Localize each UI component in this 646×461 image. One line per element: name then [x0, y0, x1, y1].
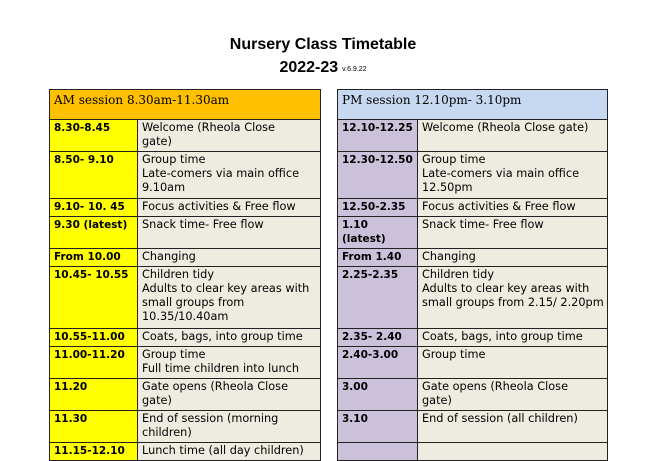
pm-time-cell: [338, 152, 418, 199]
column-gap: [321, 267, 338, 329]
table-row: [50, 443, 608, 461]
pm-activity-cell-line: Group time: [422, 348, 486, 361]
pm-time-cell: [338, 411, 418, 443]
pm-time-cell-line: 3.10: [342, 413, 368, 425]
pm-activity-cell-line: Snack time- Free flow: [422, 218, 544, 231]
table-row: [50, 347, 608, 379]
pm-time-cell: [338, 120, 418, 152]
pm-activity-cell-line: gate): [422, 394, 452, 407]
pm-activity-cell: [418, 379, 608, 411]
am-activity-cell-line: Adults to clear key areas with: [142, 282, 310, 295]
table-row: [50, 217, 608, 249]
am-activity-cell-line: Full time children into lunch: [142, 362, 299, 375]
table-row: [50, 249, 608, 267]
pm-activity-cell-line: Group time: [422, 153, 486, 166]
am-activity-cell: [138, 443, 321, 461]
am-activity-cell: [138, 120, 321, 152]
table-row: [50, 411, 608, 443]
page-title: Nursery Class Timetable: [229, 36, 417, 53]
table-row: [50, 199, 608, 217]
am-session-header: AM session 8.30am-11.30am: [50, 90, 321, 120]
am-activity-cell-line: Coats, bags, into group time: [142, 330, 303, 343]
pm-activity-cell: [418, 249, 608, 267]
pm-activity-cell: [418, 120, 608, 152]
column-gap: [321, 411, 338, 443]
pm-activity-cell: [418, 267, 608, 329]
pm-activity-cell-line: 12.50pm: [422, 181, 473, 194]
pm-time-cell-line: 12.30-12.50: [342, 154, 413, 166]
pm-activity-cell: [418, 411, 608, 443]
am-time-cell: 8.30-8.45: [50, 120, 138, 152]
am-time-cell: From 10.00: [50, 249, 138, 267]
am-time-cell: 8.50- 9.10: [50, 152, 138, 199]
pm-activity-cell-line: Adults to clear key areas with: [422, 282, 590, 295]
pm-activity-cell-line: Coats, bags, into group time: [422, 330, 583, 343]
column-gap: [321, 152, 338, 199]
am-activity-cell-line: End of session (morning: [142, 412, 279, 425]
column-gap: [321, 347, 338, 379]
am-activity-cell: [138, 217, 321, 249]
column-gap: [321, 90, 338, 120]
am-activity-cell: [138, 152, 321, 199]
pm-time-cell-line: From 1.40: [342, 251, 402, 263]
am-activity-cell: [138, 249, 321, 267]
pm-time-cell: [338, 443, 418, 461]
am-activity-cell-line: Snack time- Free flow: [142, 218, 264, 231]
am-activity-cell-line: Children tidy: [142, 268, 215, 281]
am-time-cell: 9.10- 10. 45: [50, 199, 138, 217]
am-activity-cell: [138, 411, 321, 443]
am-activity-cell-line: Group time: [142, 348, 206, 361]
am-activity-cell-line: Group time: [142, 153, 206, 166]
pm-time-cell-line: (latest): [342, 233, 386, 245]
pm-activity-cell-line: Children tidy: [422, 268, 495, 281]
pm-activity-cell-line: Late-comers via main office: [422, 167, 580, 180]
am-time-cell: 11.30: [50, 411, 138, 443]
am-time-cell: 9.30 (latest): [50, 217, 138, 249]
pm-time-cell-line: 2.40-3.00: [342, 349, 399, 361]
am-activity-cell-line: gate): [142, 135, 172, 148]
am-activity-cell: [138, 329, 321, 347]
header-row: [50, 90, 608, 120]
column-gap: [321, 199, 338, 217]
pm-activity-cell: [418, 443, 608, 461]
year-label: 2022-23: [279, 59, 339, 76]
pm-time-cell: [338, 199, 418, 217]
am-activity-cell-line: small groups from: [142, 296, 245, 309]
table-row: [50, 379, 608, 411]
pm-activity-cell-line: small groups from 2.15/ 2.20pm: [422, 296, 604, 309]
version-label: v.6.9.22: [342, 66, 367, 73]
pm-session-header: PM session 12.10pm- 3.10pm: [338, 90, 608, 120]
page-subtitle: [0, 59, 646, 77]
am-activity-cell-line: gate): [142, 394, 172, 407]
table-row: [50, 329, 608, 347]
pm-activity-cell-line: Welcome (Rheola Close gate): [422, 121, 589, 134]
am-activity-cell-line: 10.35/10.40am: [142, 310, 229, 323]
am-activity-cell-line: Gate opens (Rheola Close: [142, 380, 289, 393]
column-gap: [321, 249, 338, 267]
am-activity-cell-line: Focus activities & Free flow: [142, 200, 296, 213]
am-activity-cell-line: Welcome (Rheola Close: [142, 121, 275, 134]
column-gap: [321, 443, 338, 461]
pm-activity-cell-line: Focus activities & Free flow: [422, 200, 576, 213]
column-gap: [321, 217, 338, 249]
am-time-cell: 11.00-11.20: [50, 347, 138, 379]
pm-time-cell: [338, 329, 418, 347]
am-activity-cell: [138, 199, 321, 217]
pm-time-cell-line: 2.25-2.35: [342, 269, 399, 281]
am-activity-cell: [138, 379, 321, 411]
timetable: [49, 89, 608, 461]
am-time-cell: 10.45- 10.55: [50, 267, 138, 329]
am-activity-cell-line: children): [142, 426, 192, 439]
pm-time-cell-line: 3.00: [342, 381, 368, 393]
pm-activity-cell: [418, 199, 608, 217]
am-activity-cell: [138, 267, 321, 329]
pm-activity-cell: [418, 329, 608, 347]
pm-time-cell-line: 12.10-12.25: [342, 122, 413, 134]
am-time-cell: 11.15-12.10: [50, 443, 138, 461]
pm-time-cell: [338, 267, 418, 329]
am-activity-cell-line: 9.10am: [142, 181, 186, 194]
am-time-cell: 11.20: [50, 379, 138, 411]
am-time-cell: 10.55-11.00: [50, 329, 138, 347]
pm-time-cell: [338, 217, 418, 249]
pm-time-cell-line: 1.10: [342, 219, 368, 231]
am-activity-cell: [138, 347, 321, 379]
am-activity-cell-line: Late-comers via main office: [142, 167, 300, 180]
table-row: [50, 120, 608, 152]
pm-time-cell-line: 2.35- 2.40: [342, 331, 402, 343]
column-gap: [321, 120, 338, 152]
pm-activity-cell-line: Gate opens (Rheola Close: [422, 380, 569, 393]
pm-activity-cell: [418, 152, 608, 199]
am-activity-cell-line: Lunch time (all day children): [142, 444, 304, 457]
table-row: [50, 267, 608, 329]
pm-time-cell: [338, 347, 418, 379]
column-gap: [321, 379, 338, 411]
pm-activity-cell-line: Changing: [422, 250, 476, 263]
pm-activity-cell-line: End of session (all children): [422, 412, 578, 425]
table-row: [50, 152, 608, 199]
pm-time-cell: [338, 379, 418, 411]
pm-time-cell-line: 12.50-2.35: [342, 201, 406, 213]
pm-time-cell: [338, 249, 418, 267]
column-gap: [321, 329, 338, 347]
am-activity-cell-line: Changing: [142, 250, 196, 263]
pm-activity-cell: [418, 347, 608, 379]
pm-activity-cell: [418, 217, 608, 249]
timetable-body: [50, 90, 608, 461]
